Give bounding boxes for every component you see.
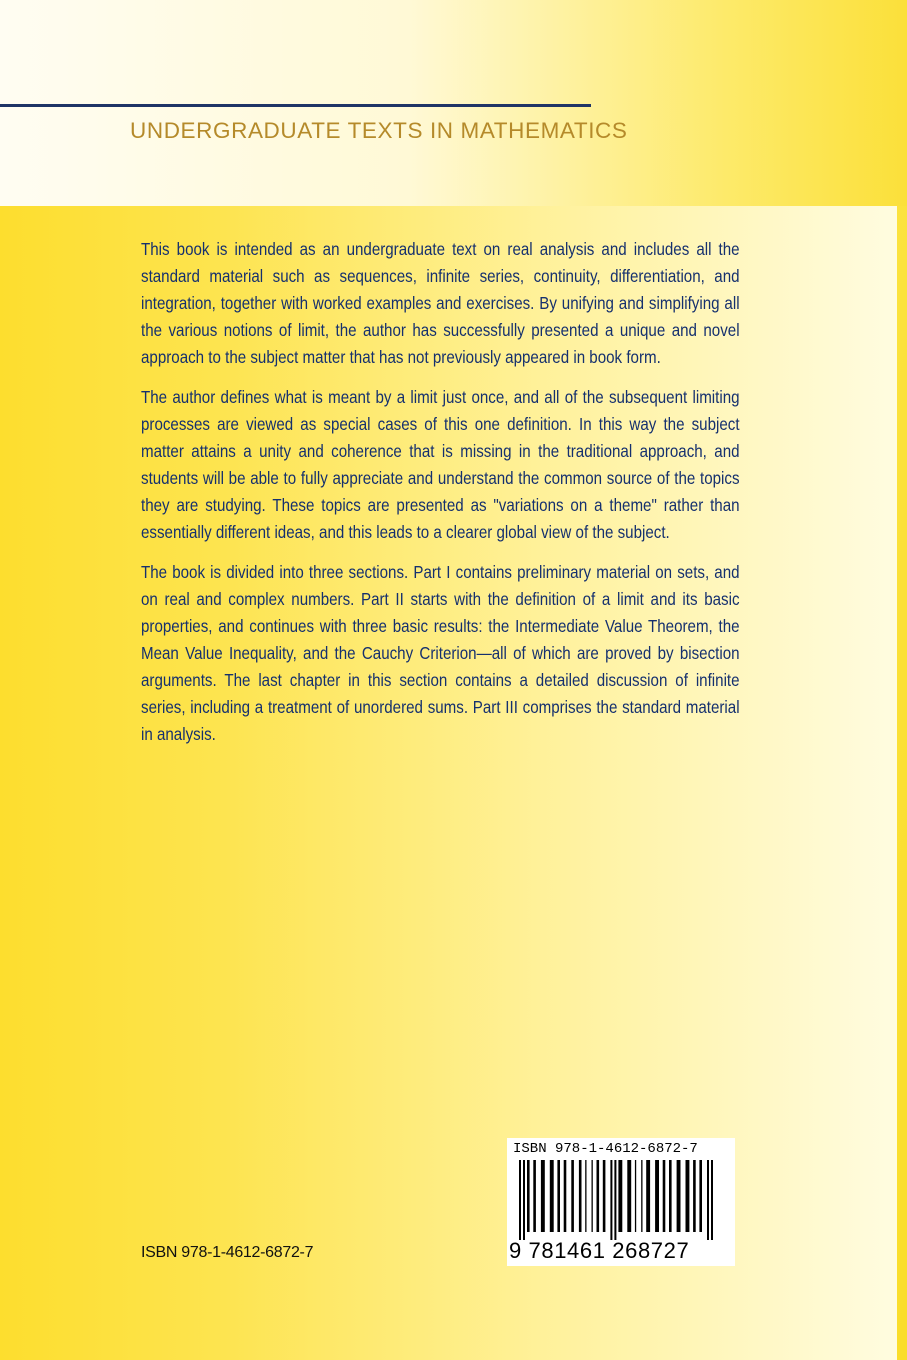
barcode-bar bbox=[579, 1160, 582, 1232]
top-band bbox=[0, 0, 907, 206]
series-rule bbox=[0, 104, 591, 107]
description-paragraph-2: The author defines what is meant by a limit just once, and all of the subsequent limiting processes are viewed as special cases of this one definition. In this way the subject matter attains a unity and coherence that is missing in the traditional approach, and students will be able to fully appreciate and understand the common source of the topics they are studying. These topics are presented as "variations on a theme" rather than essentially different ideas, and this leads to a clearer global view of the subject. bbox=[141, 387, 740, 542]
barcode-bar bbox=[635, 1160, 636, 1232]
barcode-digits: 9 781461 268727 bbox=[509, 1238, 690, 1263]
barcode-bar bbox=[533, 1160, 536, 1232]
barcode-bar bbox=[557, 1160, 560, 1232]
isbn-text: ISBN 978-1-4612-6872-7 bbox=[141, 1244, 314, 1261]
barcode-bar bbox=[646, 1160, 650, 1232]
book-description bbox=[141, 236, 740, 761]
barcode-bar bbox=[519, 1160, 521, 1240]
barcode-bar bbox=[550, 1160, 554, 1232]
barcode-bar bbox=[693, 1160, 696, 1232]
description-paragraph-3: The book is divided into three sections. Part I contains preliminary material on sets, and on real and complex numbers. Part II starts with the definition of a limit and its basic properties, and continues with three basic results: the Intermediate Value Theorem, the Mean Value Inequality, and the Cauchy Criterion—all of which are proved by bisection arguments. The last chapter in this section contains a detailed discussion of infinite series, including a treatment of unordered sums. Part III comprises the standard material in analysis. bbox=[141, 562, 740, 744]
barcode-bar bbox=[603, 1160, 606, 1232]
barcode-bar bbox=[618, 1160, 622, 1232]
barcode-isbn-label: ISBN 978-1-4612-6872-7 bbox=[513, 1141, 698, 1157]
barcode-bar bbox=[711, 1160, 713, 1240]
series-title: UNDERGRADUATE TEXTS IN MATHEMATICS bbox=[130, 118, 628, 143]
barcode-bar bbox=[597, 1160, 600, 1232]
barcode-bar bbox=[686, 1160, 690, 1232]
barcode-bar bbox=[641, 1160, 642, 1232]
description-paragraph-1: This book is intended as an undergraduate text on real analysis and includes all the standard material such as sequences, infinite series, continuity, differentiation, and integration, together with worked examples and exercises. By unifying and simplifying all the various notions of limit, the author has successfully presented a unique and novel approach to the subject matter that has not previously appeared in book form. bbox=[141, 239, 740, 367]
barcode-bars bbox=[517, 1160, 725, 1240]
barcode-bar bbox=[655, 1160, 659, 1232]
barcode-bar bbox=[677, 1160, 681, 1232]
barcode-bar bbox=[564, 1160, 567, 1232]
barcode-bar bbox=[571, 1160, 574, 1232]
barcode-bar bbox=[610, 1160, 612, 1240]
barcode bbox=[507, 1138, 735, 1266]
barcode-bar bbox=[707, 1160, 709, 1240]
barcode-bar bbox=[614, 1160, 616, 1240]
barcode-bar bbox=[627, 1160, 631, 1232]
barcode-bar bbox=[669, 1160, 672, 1232]
barcode-bar bbox=[663, 1160, 666, 1232]
barcode-bar bbox=[527, 1160, 530, 1232]
barcode-bar bbox=[699, 1160, 702, 1232]
barcode-bar bbox=[585, 1160, 586, 1232]
barcode-bar bbox=[541, 1160, 545, 1232]
barcode-bar bbox=[592, 1160, 593, 1232]
barcode-bar bbox=[523, 1160, 525, 1240]
